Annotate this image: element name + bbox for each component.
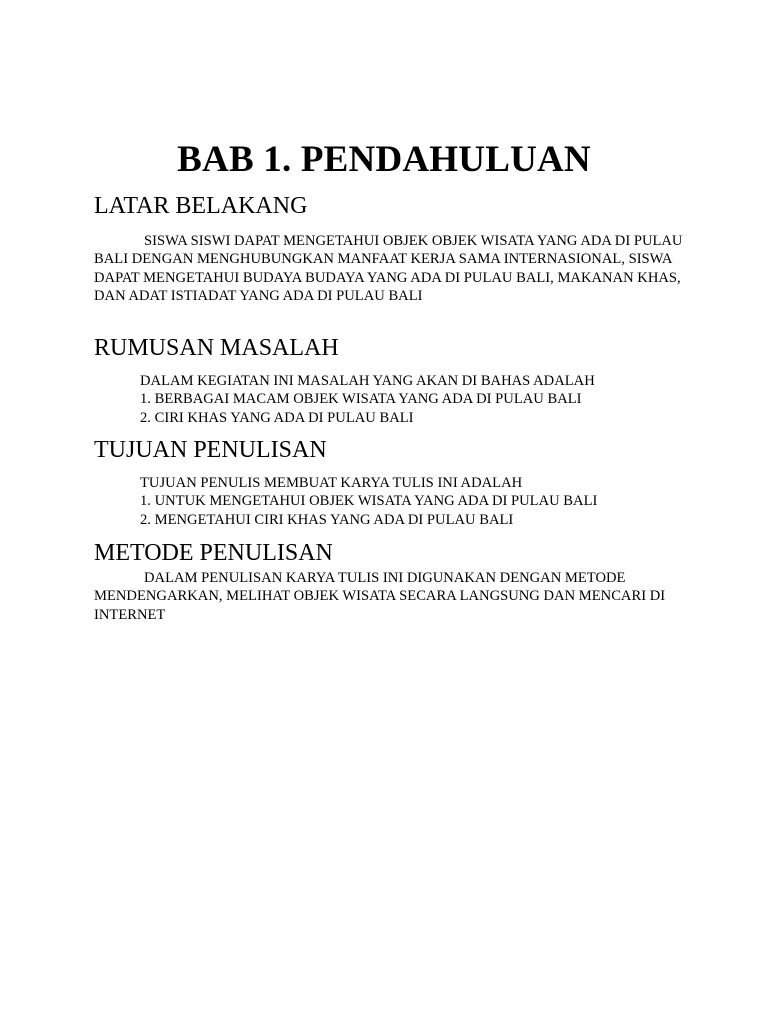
list-line: 2. MENGETAHUI CIRI KHAS YANG ADA DI PULAU BALI: [140, 511, 514, 528]
section-text-metode-penulisan: DALAM PENULISAN KARYA TULIS INI DIGUNAKAN DENGAN METODE MENDENGARKAN, MELIHAT OBJEK WISATA SECARA LANGSUNG DAN MENCARI DI INTERNET: [94, 570, 666, 623]
list-line: 2. CIRI KHAS YANG ADA DI PULAU BALI: [140, 409, 414, 426]
section-heading-latar-belakang: LATAR BELAKANG: [94, 193, 308, 219]
section-heading-metode-penulisan: METODE PENULISAN: [94, 540, 333, 566]
page-title: BAB 1. PENDAHULUAN: [177, 139, 591, 180]
section-heading-tujuan-penulisan: TUJUAN PENULISAN: [94, 437, 327, 463]
section-list-rumusan-masalah: [140, 372, 700, 427]
list-line: 1. UNTUK MENGETAHUI OBJEK WISATA YANG ADA DI PULAU BALI: [140, 493, 598, 510]
list-line: TUJUAN PENULIS MEMBUAT KARYA TULIS INI ADALAH: [140, 475, 523, 491]
section-heading-rumusan-masalah: RUMUSAN MASALAH: [94, 335, 339, 361]
list-line: DALAM KEGIATAN INI MASALAH YANG AKAN DI BAHAS ADALAH: [140, 373, 595, 389]
list-line: 1. BERBAGAI MACAM OBJEK WISATA YANG ADA DI PULAU BALI: [140, 391, 582, 408]
section-list-tujuan-penulisan: [140, 474, 700, 529]
section-text-latar-belakang: SISWA SISWI DAPAT MENGETAHUI OBJEK OBJEK WISATA YANG ADA DI PULAU BALI DENGAN MENGHUBUNGKAN MANFAAT KERJA SAMA INTERNASIONAL, SISWA DAPAT MENGETAHUI BUDAYA BUDAYA YANG ADA DI PULAU BALI, MAKANAN KHAS, DAN ADAT ISTIADAT YANG ADA DI PULAU BALI: [94, 233, 683, 305]
